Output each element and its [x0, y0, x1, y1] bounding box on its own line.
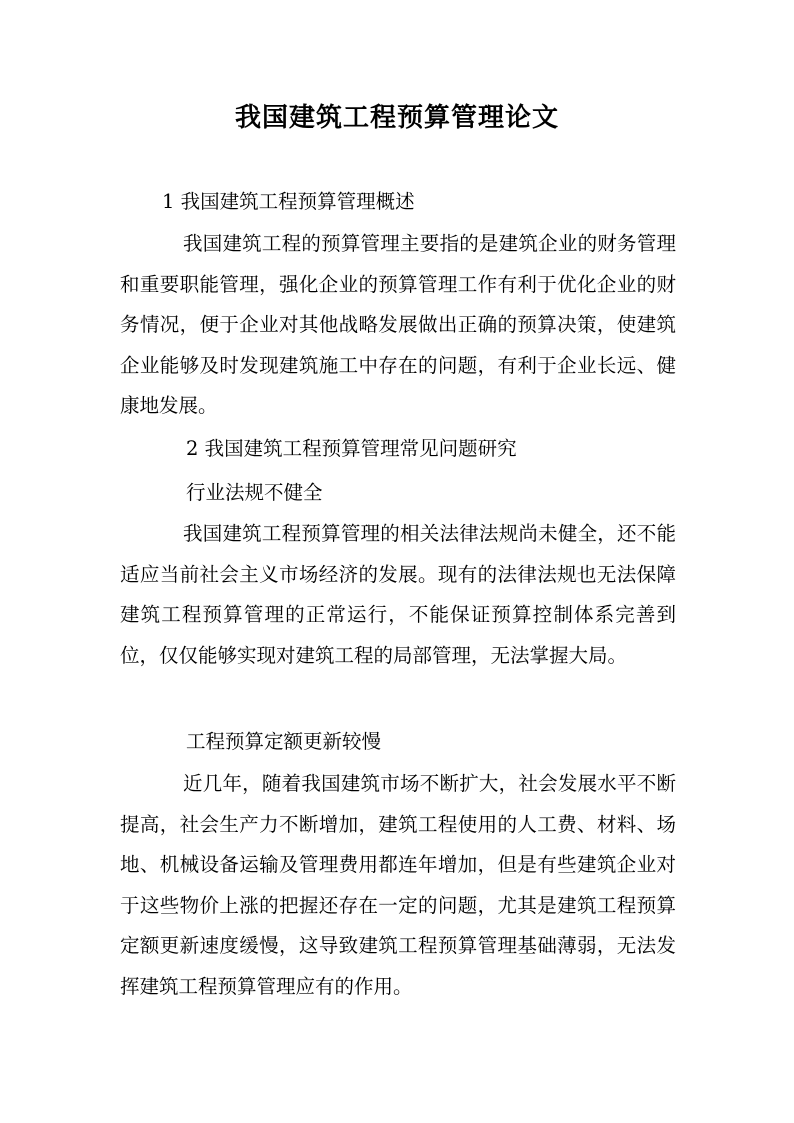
subsection-1-paragraph: 我国建筑工程预算管理的相关法律法规尚未健全，还不能适应当前社会主义市场经济的发展。现有的法律法规也无法保障建筑工程预算管理的正常运行，不能保证预算控制体系完善到位，仅仅能够实现对建筑工程的局部管理，无法掌握大局。 — [120, 522, 676, 667]
section-2-heading: 2 我国建筑工程预算管理常见问题研究 — [186, 437, 517, 460]
subsection-2-paragraph: 近几年，随着我国建筑市场不断扩大，社会发展水平不断提高，社会生产力不断增加，建筑工程使用的人工费、材料、场地、机械设备运输及管理费用都连年增加，但是有些建筑企业对于这些物价上涨的把握还存在一定的问题，尤其是建筑工程预算定额更新速度缓慢，这导致建筑工程预算管理基础薄弱，无法发挥建筑工程预算管理应有的作用。 — [120, 772, 676, 998]
subsection-1-heading: 行业法规不健全 — [186, 481, 323, 504]
section-1-paragraph: 我国建筑工程的预算管理主要指的是建筑企业的财务管理和重要职能管理，强化企业的预算管理工作有利于优化企业的财务情况，便于企业对其他战略发展做出正确的预算决策，使建筑企业能够及时发现建筑施工中存在的问题，有利于企业长远、健康地发展。 — [120, 232, 676, 417]
section-1-heading: 1 我国建筑工程预算管理概述 — [162, 190, 415, 213]
subsection-2-heading: 工程预算定额更新较慢 — [186, 730, 382, 753]
page-title: 我国建筑工程预算管理论文 — [234, 103, 559, 133]
